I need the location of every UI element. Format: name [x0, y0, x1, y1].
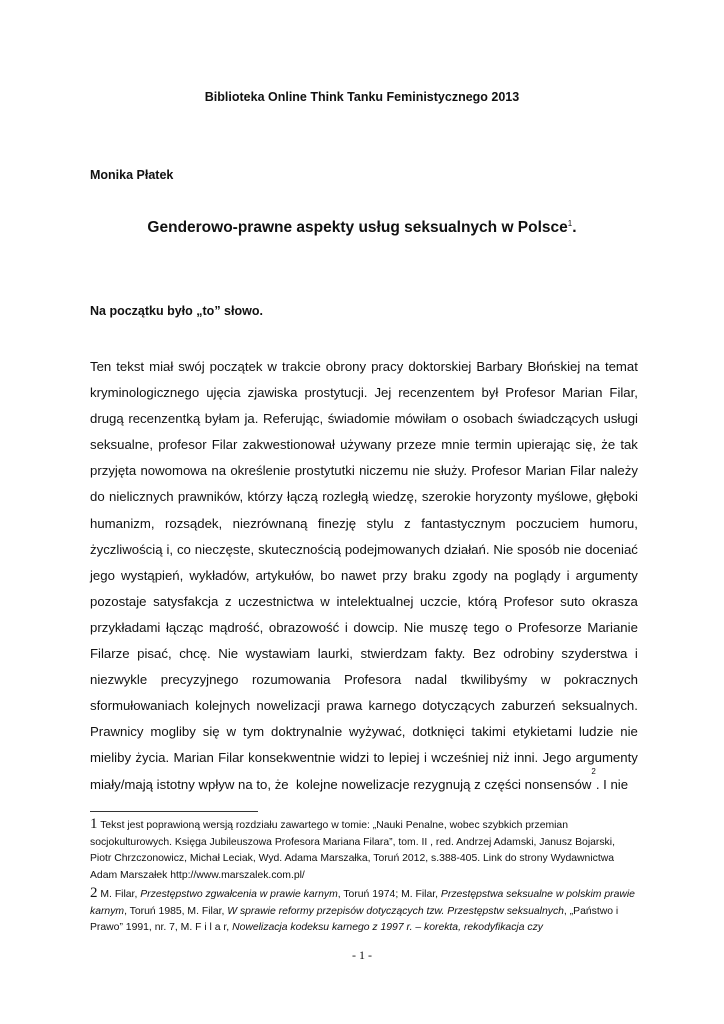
body-word: prostytutki [294, 463, 355, 479]
body-line [90, 745, 638, 771]
body-word: określenie [230, 463, 291, 479]
body-word: osobach [463, 411, 513, 427]
body-word: termin [475, 437, 512, 453]
body-word: mnie [441, 437, 470, 453]
footnote-2 [90, 885, 638, 937]
body-word: upierając [516, 437, 571, 453]
body-word: uczestnictwa [238, 593, 314, 609]
body-line [90, 563, 638, 589]
body-line [90, 354, 638, 380]
body-word: świadczących [517, 411, 599, 427]
body-word: artykułów, [255, 567, 315, 583]
body-word: poczuciem [516, 515, 580, 531]
body-word: rozsądek, [164, 515, 223, 531]
body-word: i [566, 567, 570, 583]
body-word: bo [320, 567, 335, 583]
body-word: przeze [396, 437, 437, 453]
body-word: nowomowa [140, 463, 208, 479]
body-word: życzliwością [90, 541, 163, 557]
footnote-divider [90, 811, 258, 812]
body-word: mieliby [90, 750, 132, 766]
body-word: działań. [444, 541, 490, 557]
footnote-2-title-1: Przestępstwo zgwałcenia w prawie karnym [140, 889, 338, 900]
body-word: horyzonty [475, 489, 533, 505]
body-word: się [202, 724, 220, 740]
body-line [90, 432, 638, 458]
body-line [90, 406, 638, 432]
body-word: takimi [471, 724, 506, 740]
body-word: Ten [90, 359, 112, 374]
body-word: konsekwentnie [248, 750, 336, 766]
body-word: poglądy [514, 567, 561, 583]
body-word: niczemu [359, 463, 409, 479]
body-word: o [451, 411, 459, 427]
body-word: nowelizacji [256, 698, 321, 714]
body-word: argumenty [575, 567, 638, 583]
footnote-2-part-c: , Toruń 1974; M. Filar, [337, 889, 441, 900]
body-word: doktrynalnie [271, 724, 343, 740]
body-word: Marian [562, 385, 603, 401]
body-word: Profesora [344, 672, 402, 688]
body-word: seksualnych. [561, 698, 638, 714]
body-word: drugą [90, 411, 124, 427]
body-word: myślowe, [536, 489, 592, 505]
body-word: inni. [514, 750, 539, 766]
body-word: którzy [247, 489, 283, 505]
body-word: skutecznością [258, 541, 341, 557]
body-word: na [585, 359, 600, 374]
body-word: nieczęste, [194, 541, 255, 557]
body-word: usługi [603, 411, 638, 427]
body-word: pokracznych [563, 672, 638, 688]
body-word: wystąpień, [121, 567, 184, 583]
body-word: wystawiam [245, 646, 311, 662]
body-word: stwierdzam [360, 646, 428, 662]
footnote-ref-2[interactable]: 2 [591, 766, 596, 776]
body-word: w [320, 593, 330, 609]
body-line [90, 537, 638, 563]
body-word: dowcip. [353, 619, 399, 635]
body-line [90, 484, 638, 510]
footnote-1 [90, 816, 638, 884]
body-last-text: miały/mają istotny wpływ na to, że kolejne nowelizacje rezygnują z części nonsensów [90, 776, 592, 792]
body-word: fantastycznym [421, 515, 506, 531]
body-word: laurki, [317, 646, 353, 662]
body-word: mądrość, [209, 619, 264, 635]
body-word: finezję [317, 515, 357, 531]
body-word: nadal [414, 672, 448, 688]
footnote-2-part-g: , „Państwo i Prawo” 1991, nr. 7, M. F i l a r, [90, 905, 619, 934]
footnote-2-number: 2 [90, 885, 98, 901]
body-word: trakcie [281, 359, 321, 374]
body-word: przy [382, 567, 408, 583]
body-word: do [90, 489, 105, 505]
body-word: Filarze [90, 646, 130, 662]
body-word: humoru, [589, 515, 638, 531]
body-word: mówiłam [394, 411, 447, 427]
body-word: Filar, [609, 385, 638, 401]
body-word: Barbary [476, 359, 523, 374]
body-word: o [504, 619, 513, 635]
body-word: Profesor [503, 593, 554, 609]
body-word: prostytucji. [304, 385, 368, 401]
article-title [0, 219, 724, 237]
footnote-1-number: 1 [90, 816, 98, 832]
body-word: w [226, 724, 237, 740]
body-word: Referując, [263, 411, 324, 427]
body-word: że [601, 437, 616, 453]
body-line [90, 667, 638, 693]
body-word: był [481, 385, 499, 401]
body-word: na [493, 567, 509, 583]
body-word: szyderstwa [561, 646, 628, 662]
body-word: nielicznych [109, 489, 174, 505]
body-word: fakty. [434, 646, 466, 662]
body-word: sposób [517, 541, 560, 557]
body-word: pisać, [137, 646, 172, 662]
body-word: braku [413, 567, 447, 583]
body-word: Filar [569, 463, 596, 479]
body-word: recenzentem [398, 385, 475, 401]
body-word: łącząc [165, 619, 204, 635]
body-word: tego [473, 619, 500, 635]
body-text [90, 354, 638, 798]
body-word: w [540, 672, 551, 688]
body-word: uczcie, [420, 593, 462, 609]
body-word: precyzyjnego [160, 672, 239, 688]
body-word: nie [563, 541, 582, 557]
body-word: z [404, 515, 411, 531]
body-word: ja. [244, 411, 259, 427]
body-word: prawa [326, 698, 363, 714]
body-word: wcześniej [431, 750, 489, 766]
body-word: Profesorze [517, 619, 582, 635]
body-word: miał [149, 359, 174, 374]
body-word: chcę. [179, 646, 211, 662]
body-word: niż [492, 750, 510, 766]
body-word: wiedzę, [372, 489, 418, 505]
body-word: doceniać [585, 541, 638, 557]
body-word: obrony [325, 359, 367, 374]
body-word: głęboki [596, 489, 638, 505]
body-word: Jego [542, 750, 572, 766]
body-word: seksualne, [90, 437, 154, 453]
body-word: widzi [339, 750, 370, 766]
title-end: . [572, 219, 577, 236]
body-last-end: . I nie [595, 776, 629, 792]
body-word: zaburzeń [501, 698, 556, 714]
footnote-2-title-3: W sprawie reformy przepisów dotyczących tzw. Przestępstw seksualnych [227, 905, 564, 917]
body-word: kryminologicznego [90, 385, 200, 401]
body-word: tak [620, 437, 638, 453]
body-word: i [344, 619, 348, 635]
footnote-ref-1[interactable]: 1 [567, 218, 573, 228]
body-word: Nie [403, 619, 424, 635]
body-line [90, 511, 638, 537]
title-text: Genderowo-prawne aspekty usług seksualnych w Polsce [147, 219, 568, 236]
body-word: rozumowania [252, 672, 331, 688]
body-line [90, 719, 638, 745]
body-line [90, 380, 638, 406]
body-word: Profesor [505, 385, 556, 401]
body-word: co [176, 541, 191, 557]
body-word: łączą [287, 489, 318, 505]
body-word: szerokie [421, 489, 471, 505]
body-word: profesor [158, 437, 207, 453]
body-word: przyjęta [90, 463, 137, 479]
body-word: używany [340, 437, 392, 453]
body-word: Marian [173, 750, 214, 766]
body-word: nie [620, 724, 638, 740]
body-word: doktorskiej [408, 359, 472, 374]
page-number: - 1 - [352, 948, 372, 962]
body-word: Profesor [471, 463, 522, 479]
body-word: w [267, 359, 277, 374]
body-word: lepiej [388, 750, 420, 766]
body-word: Marianie [587, 619, 638, 635]
body-word: odrobiny [503, 646, 554, 662]
body-word: rozległą [322, 489, 369, 505]
body-word: kolejnych [195, 698, 251, 714]
body-word: pozostaje [90, 593, 147, 609]
author-name: Monika Płatek [90, 168, 174, 182]
body-word: ludzie [578, 724, 614, 740]
body-word: dotyczących [422, 698, 495, 714]
body-line [90, 458, 638, 484]
body-word: niezwykle [90, 672, 148, 688]
body-word: służy. [434, 463, 468, 479]
body-word: niezrównaną [232, 515, 308, 531]
body-word: świadomie [327, 411, 391, 427]
body-word: zgody [452, 567, 488, 583]
body-word: tym [242, 724, 265, 740]
body-word: Filar [211, 437, 238, 453]
body-word: początek [209, 359, 263, 374]
body-word: Nie [493, 541, 514, 557]
body-word: nie [412, 463, 431, 479]
body-word: Nie [218, 646, 239, 662]
body-word: z [224, 593, 232, 609]
body-word: to [373, 750, 385, 766]
body-word: na [211, 463, 227, 479]
body-word: dotknięci [412, 724, 465, 740]
body-word: suto [560, 593, 586, 609]
body-word: pracy [371, 359, 404, 374]
body-line [90, 641, 638, 667]
body-word: stylu [366, 515, 394, 531]
body-word: humanizm, [90, 515, 155, 531]
body-word: wyżywać, [349, 724, 406, 740]
body-word: Błońskiej [527, 359, 581, 374]
body-line [90, 615, 638, 641]
footnote-1-text: Tekst jest poprawioną wersją rozdziału zawartego w tomie: „Nauki Penalne, wobec szybkich przemian socjokulturowych. Księga Jubileuszowa Profesora Mariana Filara”, tom. II , red. Andrzej Adamski, Janusz Bojarski, Piotr Chrzczonowicz, Michał Leciak, Wyd. Adama Marszałka, Toruń 2012, s.388-405. Link do strony Wydawnictwa Adam Marszałek http://www.marszalek.com.pl/ [90, 820, 615, 881]
footnote-2-title-4: Nowelizacja kodeksu karnego z 1997 r. – korekta, rekodyfikacja czy [232, 922, 543, 934]
body-word: życia. [135, 750, 170, 766]
body-word: Bez [472, 646, 496, 662]
footnote-2-title-2: Przestępstwa seksualne w polskim prawie karnym [90, 889, 635, 917]
body-word: zjawiska [247, 385, 298, 401]
body-word: argumenty [575, 750, 638, 766]
body-word: okrasza [591, 593, 638, 609]
body-word: i [423, 750, 427, 766]
body-word: nawet [340, 567, 377, 583]
body-word: należy [599, 463, 638, 479]
body-word: tekst [116, 359, 145, 374]
body-word: karnego [368, 698, 417, 714]
body-word: prawników, [177, 489, 244, 505]
body-line [90, 693, 638, 719]
body-word: byłam [204, 411, 240, 427]
body-word: swój [178, 359, 205, 374]
body-word: obrazowość [268, 619, 340, 635]
body-word: recenzentką [128, 411, 201, 427]
body-word: Marian [525, 463, 566, 479]
body-word: tkwilibyśmy [460, 672, 528, 688]
body-word: którą [467, 593, 498, 609]
body-word: intelektualnej [336, 593, 414, 609]
body-word: zakwestionował [242, 437, 335, 453]
body-word: wykładów, [189, 567, 250, 583]
body-word: jego [90, 567, 115, 583]
body-word: i, [166, 541, 174, 557]
body-word: i [634, 646, 638, 662]
body-word: sformułowaniach [90, 698, 189, 714]
body-word: muszę [429, 619, 469, 635]
footnote-2-part-e: , Toruń 1985, M. Filar, [124, 905, 228, 917]
body-word: temat [604, 359, 638, 374]
body-word: podejmowanych [344, 541, 441, 557]
body-word: satysfakcja [153, 593, 219, 609]
section-heading: Na początku było „to” słowo. [90, 304, 263, 318]
body-line [90, 589, 638, 615]
body-word: ujęcia [206, 385, 241, 401]
body-word: etykietami [512, 724, 573, 740]
body-word: przykładami [90, 619, 161, 635]
library-header: Biblioteka Online Think Tanku Feministycznego 2013 [204, 90, 520, 104]
body-word: Prawnicy [90, 724, 144, 740]
body-word: się, [575, 437, 597, 453]
body-line-last [90, 766, 638, 798]
footnote-2-part-a: M. Filar, [97, 889, 141, 900]
body-word: Jej [374, 385, 392, 401]
body-word: mogliby [150, 724, 196, 740]
body-word: Filar [218, 750, 244, 766]
